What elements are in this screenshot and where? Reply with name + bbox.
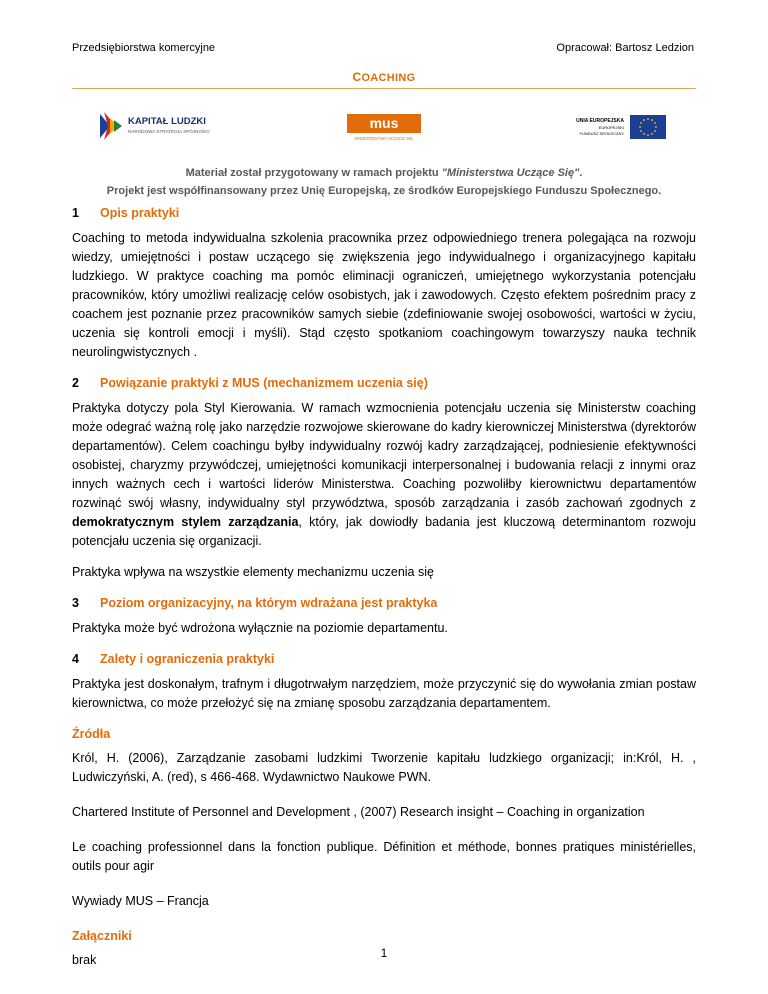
title-rest: OACHING bbox=[361, 72, 416, 84]
section-3-text: Praktyka może być wdrożona wyłącznie na poziomie departamentu. bbox=[72, 621, 448, 635]
intro-line-1: Materiał został przygotowany w ramach projektu "Ministerstwa Uczące Się". bbox=[185, 167, 583, 179]
eu-logo bbox=[572, 114, 668, 140]
source-item: Wywiady MUS – Francja bbox=[72, 894, 209, 908]
header-divider bbox=[72, 88, 696, 89]
eu-star-icon bbox=[654, 122, 656, 124]
sources-heading: Źródła bbox=[72, 727, 111, 741]
source-item: Le coaching professionnel dans la fonction publique. Définition et méthode, bonnes pratiques ministérielles, outils pour agir bbox=[72, 840, 696, 873]
section-4-heading: 4 Zalety i ograniczenia praktyki bbox=[72, 652, 275, 666]
section-2-text: Praktyka dotyczy pola Styl Kierowania. W ramach wzmocnienia potencjału uczenia się Ministerstw coaching może odegrać ważną rolę jako narzędzie rozwojowe skierowane do kadry kierowniczej Ministerstwa (dyrektorów departamentów). Celem coachingu byłby indywidualny rozwój kadry zarządzającej, podniesienie efektywności osobistej, charyzmy przywódczej, umiejętności komunikacji interpersonalnej i budowania relacji z innymi oraz innych ważnych cech i wartości liderów Ministerstwa. Coaching pozwoliłby kierownictwu departamentów rozwinąć swój własny, indywidualny styl przywództwa, sposób zarządzania i zasób zachowań zgodnych z demokratycznym stylem zarządzania, który, jak dowiodły badania jest kluczową determinantom rozwoju potencjału uczenia się organizacji. bbox=[72, 401, 697, 548]
section-1-heading: 1 Opis praktyki bbox=[72, 206, 180, 220]
document-title bbox=[0, 70, 768, 84]
header-right: Opracował: Bartosz Ledzion bbox=[556, 42, 694, 54]
attachments-heading: Załączniki bbox=[72, 929, 132, 943]
eu-star-icon bbox=[643, 133, 645, 135]
project-name: "Ministerstwa Uczące Się" bbox=[441, 167, 580, 179]
ue-sub2-text: FUNDUSZ SPOŁECZNY bbox=[579, 131, 624, 136]
eu-star-icon bbox=[640, 130, 642, 132]
eu-star-icon bbox=[639, 126, 641, 128]
project-intro bbox=[0, 164, 768, 200]
attachments-text: brak bbox=[72, 953, 97, 967]
eu-star-icon bbox=[647, 134, 649, 136]
kl-main-text: KAPITAŁ LUDZKI bbox=[128, 116, 206, 127]
title-first-letter: C bbox=[352, 70, 362, 84]
intro-line-2: Projekt jest współfinansowany przez Unię Europejską, ze środków Europejskiego Funduszu Społecznego. bbox=[106, 185, 662, 197]
logo-bar bbox=[0, 108, 768, 148]
eu-star-icon bbox=[647, 118, 649, 120]
mus-logo bbox=[345, 112, 423, 142]
section-2-heading: 2 Powiązanie praktyki z MUS (mechanizmem uczenia się) bbox=[72, 376, 428, 390]
section-4-text: Praktyka jest doskonałym, trafnym i długotrwałym narzędziem, może przyczynić się do wywołania zmian postaw kierownictwa, co może przełożyć się na zmianę sposobu zarządzania departamentem. bbox=[72, 677, 696, 710]
section-1-text: Coaching to metoda indywidualna szkolenia pracownika przez odpowiedniego trenera polegająca na rozwoju wiedzy, umiejętności i postaw uczącego się zwiększenia jego indywidualnego i organizacyjnego kapitału ludzkiego. W praktyce coaching ma pomóc eliminacji ograniczeń, umiejętnego wykorzystania potencjału pracowników, który umożliwi realizację celów osobistych, jak i zawodowych. Często efektem pośrednim pracy z coachem jest poznanie przez pracowników samych siebie (zdefiniowanie swojej osobowości, wartości w życiu, uczenia się kontroli emocji i myśli). Stąd często spotkaniom coachingowym towarzyszy nauka technik neurolingwistycznych . bbox=[72, 231, 696, 359]
bold-phrase: demokratycznym stylem zarządzania bbox=[72, 515, 299, 529]
section-2-text-2: Praktyka wpływa na wszystkie elementy mechanizmu uczenia się bbox=[72, 565, 434, 579]
eu-star-icon bbox=[640, 122, 642, 124]
document-body bbox=[72, 204, 696, 982]
ue-sub1-text: EUROPEJSKI bbox=[598, 125, 624, 130]
eu-star-icon bbox=[655, 126, 657, 128]
mus-sub-text: MINISTERSTWA UCZĄCE SIĘ bbox=[354, 136, 414, 141]
mus-main-text: mus bbox=[369, 115, 399, 131]
eu-star-icon bbox=[643, 119, 645, 121]
page-number: 1 bbox=[380, 946, 388, 960]
source-item: Król, H. (2006), Zarządzanie zasobami ludzkimi Tworzenie kapitału ludzkiego organizacji; in:Król, H. , Ludwiczyński, A. (red), s 466-468. Wydawnictwo Naukowe PWN. bbox=[72, 751, 696, 784]
eu-star-icon bbox=[651, 133, 653, 135]
kapital-ludzki-logo bbox=[96, 110, 246, 142]
section-3-heading: 3 Poziom organizacyjny, na którym wdrażana jest praktyka bbox=[72, 596, 438, 610]
header-left: Przedsiębiorstwa komercyjne bbox=[72, 42, 216, 54]
eu-star-icon bbox=[651, 119, 653, 121]
source-item: Chartered Institute of Personnel and Development , (2007) Research insight – Coaching in organization bbox=[72, 805, 645, 819]
eu-star-icon bbox=[654, 130, 656, 132]
ue-main-text: UNIA EUROPEJSKA bbox=[576, 118, 624, 124]
kl-sub-text: NARODOWA STRATEGIA SPÓJNOŚCI bbox=[128, 129, 210, 134]
